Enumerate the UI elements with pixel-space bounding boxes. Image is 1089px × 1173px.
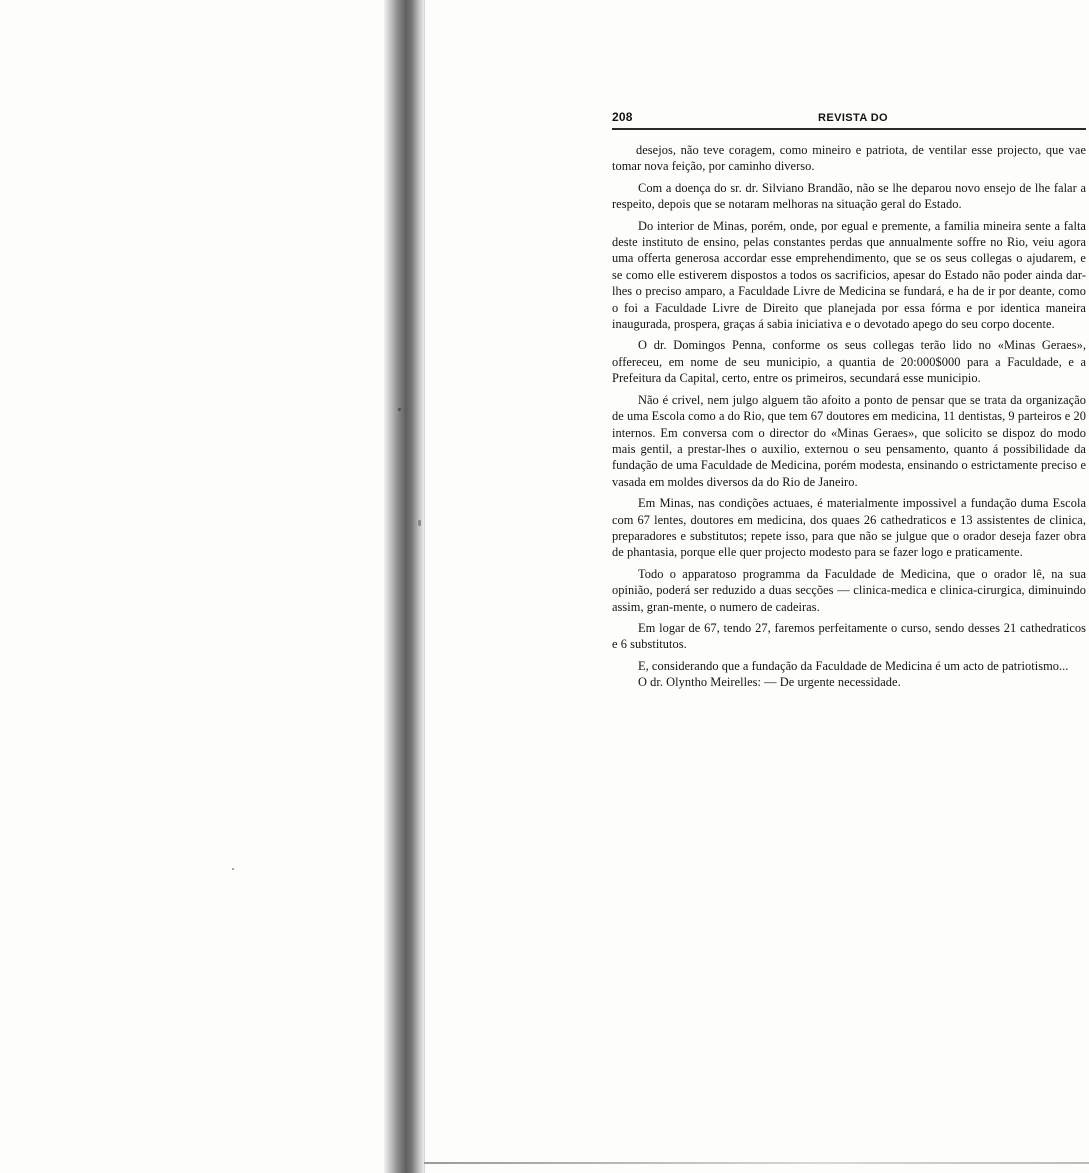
paragraph: Com a doença do sr. dr. Silviano Brandão, não se lhe deparou novo ensejo de lhe falar a respeito, depois que se notaram melhoras na situação geral do Estado. bbox=[612, 180, 1086, 212]
paragraph: Do interior de Minas, porém, onde, por egual e premente, a familia mineira sente a falta deste instituto de ensino, pelas constantes perdas que annualmente soffre no Rio, veiu agora uma offerta generosa accordar esse emprehendimento, que se os seus collegas o ajudarem, e se como elle estiverem dispostos a todos os sacrificios, apesar do Estado não poder ainda dar-lhes o preciso amparo, a Faculdade Livre de Medicina se fundará, e ha de ir por deante, como o foi a Faculdade Livre de Direito que planejada por essa fórma e por identica maneira inaugurada, prospera, graças á sabia iniciativa e o devotado apego do seu corpo docente. bbox=[612, 218, 1086, 332]
scan-speck bbox=[232, 868, 234, 870]
page-header bbox=[612, 108, 1086, 130]
paragraph: E, considerando que a fundação da Faculdade de Medicina é um acto de patriotismo... bbox=[638, 658, 1069, 673]
scan-speck bbox=[418, 520, 421, 526]
running-head: REVISTA DO bbox=[818, 112, 889, 124]
paragraph: desejos, não teve coragem, como mineiro e patriota, de ventilar esse projecto, que vae tomar nova feição, por caminho diverso. bbox=[612, 143, 1086, 174]
printed-page bbox=[612, 108, 1086, 696]
gutter-edge-line bbox=[424, 0, 425, 1173]
paragraph: O dr. Domingos Penna, conforme os seus collegas terão lido no «Minas Geraes», offereceu, em nome de seu municipio, a quantia de 20:000$000 para a Faculdade, e a Prefeitura da Capital, certo, entre os primeiros, secundará esse municipio. bbox=[612, 338, 1086, 386]
paragraph: Em Minas, nas condições actuaes, é materialmente impossivel a fundação duma Escola com 67 lentes, doutores em medicina, dos quaes 26 cathedraticos e 13 assistentes de clinica, preparadores e substitutos; repete isso, para que não se julgue que o orador deseja fazer obra de phantasia, porque elle quer projecto modesto para se fazer logo e praticamente. bbox=[612, 496, 1086, 560]
paragraph: Todo o apparatoso programma da Faculdade de Medicina, que o orador lê, na sua opinião, poderá ser reduzido a duas secções — clinica-medica e clinica-cirurgica, diminuindo assim, gran-mente, o numero de cadeiras. bbox=[612, 566, 1086, 614]
paragraph: O dr. Olyntho Meirelles: — De urgente necessidade. bbox=[638, 675, 901, 690]
page-number: 208 bbox=[612, 110, 633, 124]
scan-speck bbox=[398, 408, 401, 411]
page-bottom-edge bbox=[424, 1162, 1089, 1164]
paragraph: Em logar de 67, tendo 27, faremos perfeitamente o curso, sendo desses 21 cathedraticos e 6 substitutos. bbox=[612, 620, 1086, 652]
paragraph: Não é crivel, nem julgo alguem tão afoito a ponto de pensar que se trata da organização de uma Escola como a do Rio, que tem 67 doutores em medicina, 11 dentistas, 9 parteiros e 20 internos. Em conversa com o director do «Minas Geraes», que solicito se dispoz do modo mais gentil, a prestar-lhes o auxilio, externou o seu pensamento, quanto á possibilidade da fundação de uma Faculdade de Medicina, porém modesta, ensinando o estrictamente preciso e vasada em moldes diversos da do Rio de Janeiro. bbox=[612, 392, 1086, 489]
page-body bbox=[612, 130, 1086, 691]
book-binding-gutter bbox=[384, 0, 424, 1173]
